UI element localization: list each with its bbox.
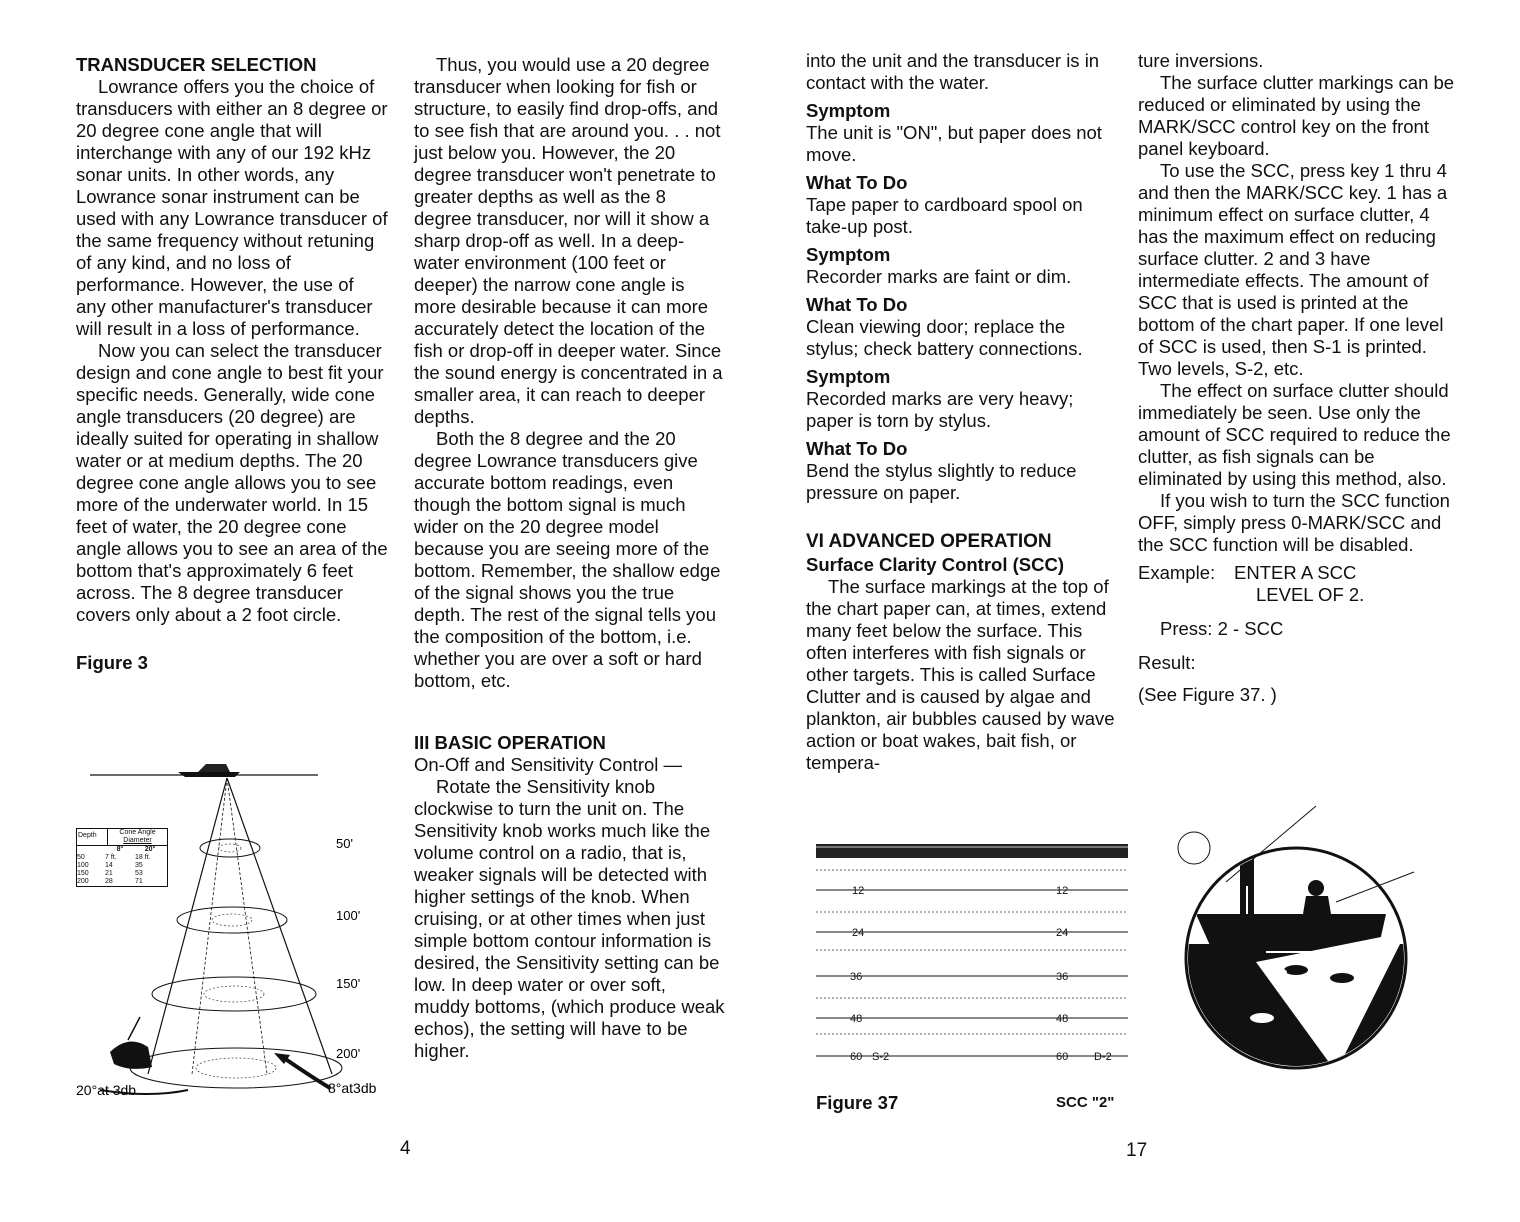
scc-code: D-2 <box>1094 1051 1112 1063</box>
table-header-depth: Depth <box>78 832 97 839</box>
small-boat-icon <box>110 1017 152 1069</box>
example-line-2: LEVEL OF 2. <box>1256 584 1365 605</box>
what-to-do-heading: What To Do <box>806 172 908 193</box>
basic-operation-heading: III BASIC OPERATION <box>414 732 606 753</box>
scc-subheading: Surface Clarity Control (SCC) <box>806 554 1065 575</box>
paragraph: Now you can select the transducer design and cone angle to best fit your specific needs. Generally, wide cone angle transducers (20 degree) are ideally suited for operating in shallow water or at medium depths. The 20 degree cone angle allows you to see more of the underwater world. In 15 feet of water, the 20 degree cone angle allows you to see an area of the bottom that's approximately 6 feet across. The 8 degree transducer covers only about a 2 foot circle. <box>76 340 388 625</box>
table-row: 50 7 ft. 18 ft. <box>77 854 151 861</box>
depth-mark: 48 <box>1056 1013 1069 1025</box>
depth-mark: 12 <box>852 885 865 897</box>
depth-mark: 24 <box>1056 927 1069 939</box>
table-col-20: 20° <box>144 846 156 853</box>
symptom-text: Recorder marks are faint or dim. <box>806 266 1072 287</box>
depth-label-50: 50' <box>336 836 353 851</box>
depth-mark: 36 <box>1056 971 1069 983</box>
on-off-subheading: On-Off and Sensitivity Control — <box>414 754 683 775</box>
depth-mark: 12 <box>1056 885 1069 897</box>
column-2 <box>414 54 726 1062</box>
column-4 <box>1138 50 1456 706</box>
press-instruction: Press: 2 - SCC <box>1160 618 1284 639</box>
paragraph: If you wish to turn the SCC function OFF, simply press 0-MARK/SCC and the SCC function will be disabled. <box>1138 490 1450 555</box>
depth-mark: 48 <box>850 1013 863 1025</box>
fisherman-icon <box>1238 830 1254 916</box>
depth-mark: 24 <box>852 927 865 939</box>
table-row: 200 28 71 <box>77 878 143 885</box>
paragraph: into the unit and the transducer is in contact with the water. <box>806 50 1100 93</box>
label-20-degree: 20°at 3db <box>76 1082 137 1098</box>
figure-3-diagram <box>70 752 400 1102</box>
example-line-1: ENTER A SCC <box>1234 562 1357 583</box>
depth-mark: 36 <box>850 971 863 983</box>
scc-code: S-2 <box>872 1051 890 1063</box>
figure-3-label: Figure 3 <box>76 652 148 673</box>
paragraph: Thus, you would use a 20 degree transducer when looking for fish or structure, to easily find drop-offs, and to see fish that are around you. . . not just below you. However, the 20 degree transducer won't penetrate to greater depths as well as the 8 degree transducer, nor will it show a sharp drop-off as well. In a deep-water environment (100 feet or deeper) the narrow cone angle is more desirable because it can more accurately detect the location of the fish or drop-off in deeper water. Since the sound energy is concentrated in a smaller area, it can reach to deeper depths. <box>414 54 723 427</box>
scc-2-label: SCC "2" <box>1056 1094 1115 1111</box>
paragraph: The surface markings at the top of the chart paper can, at times, extend many feet below the surface. This often interferes with fish signals or other targets. This is called Surface Clutter and is caused by algae and plankton, air bubbles caused by wave action or boat wakes, bait fish, or tempera- <box>806 576 1115 773</box>
symptom-text: The unit is "ON", but paper does not move. <box>806 122 1102 165</box>
transducer-selection-heading: TRANSDUCER SELECTION <box>76 54 317 75</box>
boat-icon <box>178 764 240 777</box>
what-to-do-text: Tape paper to cardboard spool on take-up post. <box>806 194 1083 237</box>
paragraph: Lowrance offers you the choice of transducers with either an 8 degree or 20 degree cone angle that will interchange with any of our 192 kHz sonar units. In other words, any Lowrance sonar instrument can be used with any Lowrance transducer of the same frequency without retuning of any kind, and no loss of performance. However, the use of any other manufacturer's transducer will result in a loss of performance. <box>76 76 388 339</box>
figure-37-chart-paper <box>812 836 1132 1076</box>
depth-mark: 60 <box>850 1051 863 1063</box>
label-8-degree: 8°at3db <box>328 1080 377 1096</box>
symptom-heading: Symptom <box>806 366 891 387</box>
what-to-do-text: Clean viewing door; replace the stylus; check battery connections. <box>806 316 1083 359</box>
result-label: Result: <box>1138 652 1196 673</box>
paragraph: The effect on surface clutter should immediately be seen. Use only the amount of SCC required to reduce the clutter, as fish signals can be eliminated by using this method, also. <box>1138 380 1451 489</box>
symptom-text: Recorded marks are very heavy; paper is torn by stylus. <box>806 388 1074 431</box>
column-3 <box>806 50 1120 774</box>
column-1 <box>76 54 388 674</box>
table-row: 150 21 53 <box>77 870 143 877</box>
symptom-heading: Symptom <box>806 100 891 121</box>
cone-angle-table <box>76 828 168 887</box>
what-to-do-heading: What To Do <box>806 438 908 459</box>
page-number-right: 17 <box>1126 1140 1148 1161</box>
see-figure-reference: (See Figure 37. ) <box>1138 684 1277 705</box>
paragraph: Rotate the Sensitivity knob clockwise to turn the unit on. The Sensitivity knob works much like the volume control on a radio, that is, weaker signals will be detected with higher settings of the knob. When cruising, or at other times when just simple bottom contour information is desired, the Sensitivity setting can be low. In deep water or over soft, muddy bottoms, (which produce weak echos), the setting will have to be higher. <box>414 776 725 1061</box>
table-header-cone: Cone Angle <box>119 829 156 836</box>
paragraph: Both the 8 degree and the 20 degree Lowrance transducers give accurate bottom readings, even though the bottom signal is much wider on the 20 degree model because you are seeing more of the bottom. Remember, the shallow edge of the signal shows you the true depth. The rest of the signal tells you the composition of the bottom, i.e. whether you are over a soft or hard bottom, etc. <box>414 428 721 691</box>
paragraph: ture inversions. <box>1138 50 1264 71</box>
paragraph: The surface clutter markings can be reduced or eliminated by using the MARK/SCC control key on the front panel keyboard. <box>1138 72 1455 159</box>
table-header-diameter: Diameter <box>123 837 152 844</box>
depth-label-100: 100' <box>336 908 361 923</box>
example-block <box>1138 562 1456 606</box>
figure-37-label: Figure 37 <box>816 1092 899 1113</box>
fishing-boat-illustration <box>1166 802 1426 1078</box>
symptom-heading: Symptom <box>806 244 891 265</box>
example-label: Example: <box>1138 562 1216 583</box>
what-to-do-heading: What To Do <box>806 294 908 315</box>
advanced-operation-heading: VI ADVANCED OPERATION <box>806 531 1052 552</box>
what-to-do-text: Bend the stylus slightly to reduce pressure on paper. <box>806 460 1077 503</box>
depth-mark: 60 <box>1056 1051 1069 1063</box>
depth-label-150: 150' <box>336 976 361 991</box>
paragraph: To use the SCC, press key 1 thru 4 and then the MARK/SCC key. 1 has a minimum effect on surface clutter, 4 has the maximum effect on reducing surface clutter. 2 and 3 have intermediate effects. The amount of SCC that is used is printed at the bottom of the chart paper. If one level of SCC is used, then S-1 is printed. Two levels, S-2, etc. <box>1138 160 1448 379</box>
table-row: 100 14 35 <box>77 862 143 869</box>
table-col-8: 8° <box>116 846 124 853</box>
page-number-left: 4 <box>400 1138 411 1159</box>
depth-label-200: 200' <box>336 1046 361 1061</box>
